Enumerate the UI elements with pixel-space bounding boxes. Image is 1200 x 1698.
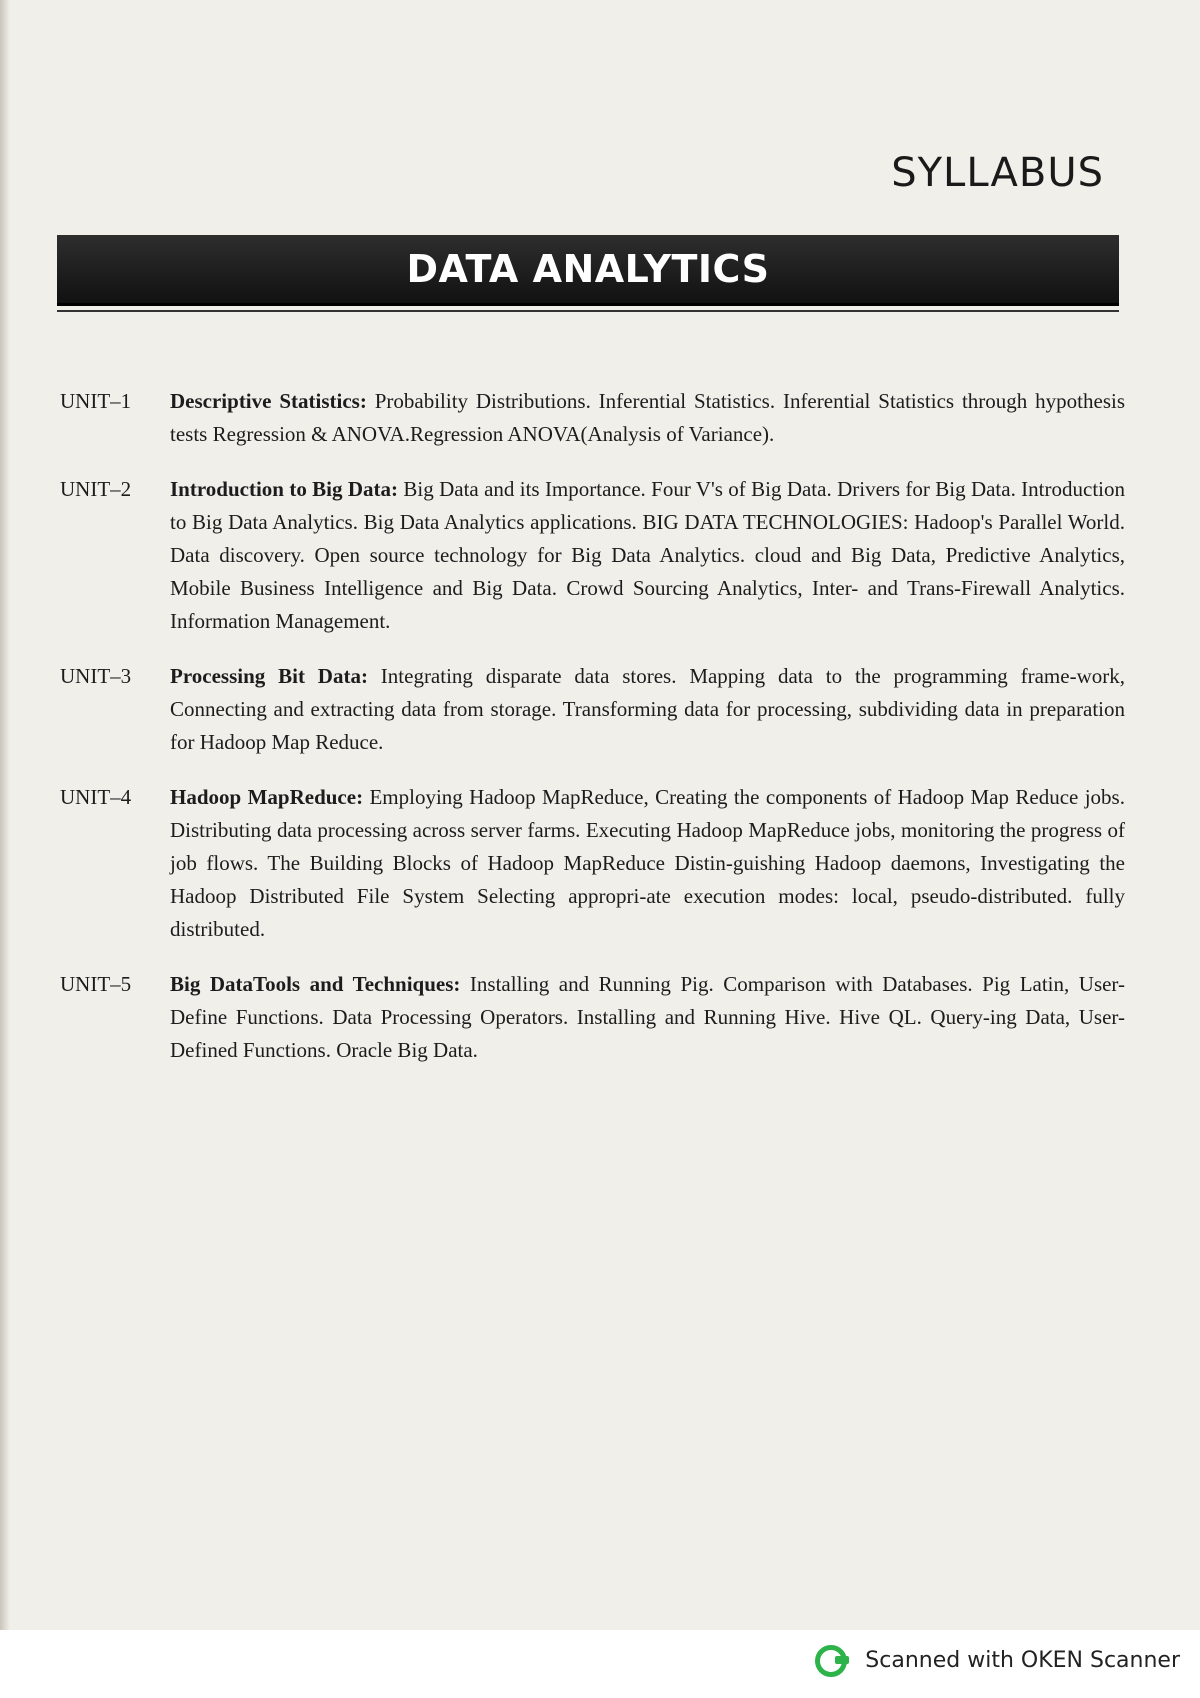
unit-text: Probability Distributions. Inferential Statistics. Inferential Statistics through hypothesis tests Regression & ANOVA.Regression ANOVA(Analysis of Variance). (170, 389, 1125, 446)
unit-heading: Processing Bit Data: (170, 664, 368, 688)
unit-text: Installing and Running Pig. Comparison with Databases. Pig Latin, User- Define Functions. Data Processing Operators. Installing and Running Hive. Hive QL. Query-ing Data, User-Defined Functions. Oracle Big Data. (170, 972, 1126, 1062)
unit-content (170, 473, 1125, 638)
unit-1 (60, 385, 1125, 451)
unit-text: Big Data and its Importance. Four V's of Big Data. Drivers for Big Data. Introduction to Big Data Analytics. Big Data Analytics applications. BIG DATA TECHNOLOGIES: Hadoop's Parallel World. Data discovery. Open source technology for Big Data Analytics. cloud and Big Data, Predictive Analytics, Mobile Business Intelligence and Big Data. Crowd Sourcing Analytics, Inter- and Trans-Firewall Analytics. Information Management. (170, 477, 1125, 633)
unit-text: Employing Hadoop MapReduce, Creating the components of Hadoop Map Reduce jobs. Distributing data processing across server farms. Executing Hadoop MapReduce jobs, monitoring the progress of job flows. The Building Blocks of Hadoop MapReduce Distin-guishing Hadoop daemons, Investigating the Hadoop Distributed File System Selecting appropri-ate execution modes: local, pseudo-distributed. fully distributed. (170, 785, 1125, 941)
unit-text: Integrating disparate data stores. Mapping data to the programming frame-work, Connecting and extracting data from storage. Transforming data for processing, subdividing data in preparation for Hadoop Map Reduce. (170, 664, 1125, 754)
page-binding-edge (0, 0, 10, 1630)
unit-4 (60, 781, 1125, 946)
unit-content (170, 385, 1125, 451)
section-label: SYLLABUS (891, 150, 1104, 196)
unit-label: UNIT–4 (60, 785, 132, 809)
unit-label: UNIT–3 (60, 664, 132, 688)
unit-heading: Hadoop MapReduce: (170, 785, 364, 809)
unit-label: UNIT–1 (60, 389, 132, 413)
unit-2 (60, 473, 1125, 638)
unit-content (170, 660, 1125, 759)
unit-heading: Big DataTools and Techniques: (170, 972, 461, 996)
units-list (60, 385, 1125, 1089)
subject-title-bar (57, 235, 1119, 306)
unit-label: UNIT–2 (60, 477, 132, 501)
unit-heading: Introduction to Big Data: (170, 477, 399, 501)
unit-3 (60, 660, 1125, 759)
scanner-text: Scanned with OKEN Scanner (865, 1647, 1180, 1673)
unit-content (170, 968, 1125, 1067)
unit-5 (60, 968, 1125, 1067)
unit-label: UNIT–5 (60, 972, 132, 996)
title-underline (57, 310, 1119, 312)
unit-content (170, 781, 1125, 946)
scanner-watermark (815, 1645, 1180, 1675)
subject-title: DATA ANALYTICS (406, 247, 770, 291)
unit-heading: Descriptive Statistics: (170, 389, 367, 413)
oken-scanner-logo-icon (815, 1645, 851, 1675)
